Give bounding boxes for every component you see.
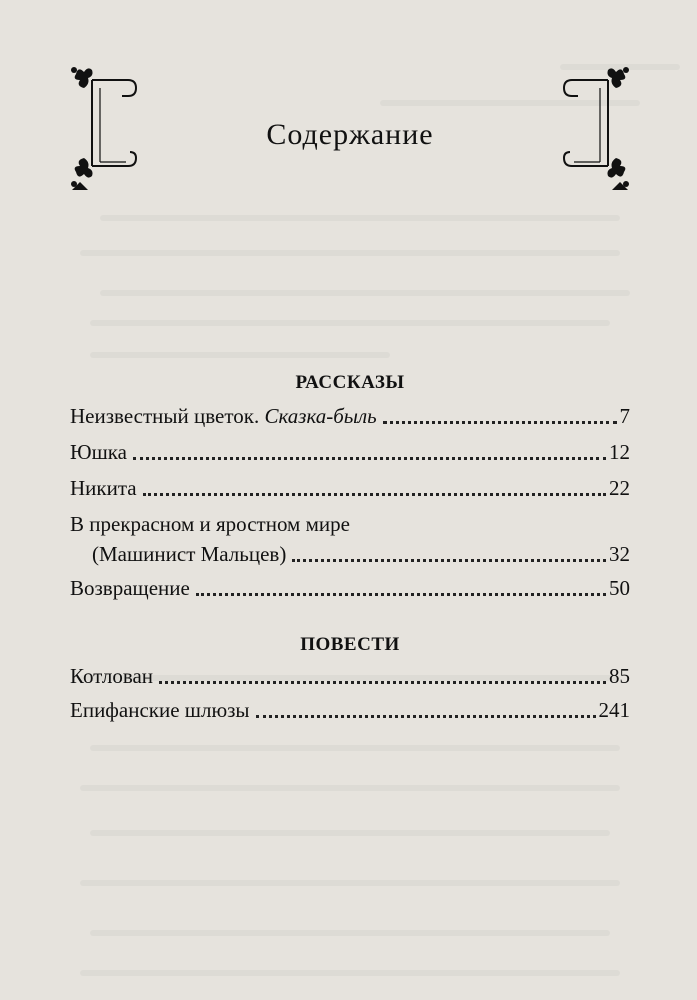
toc-page-number: 7 bbox=[619, 404, 630, 428]
toc-entry-title: (Машинист Мальцев) bbox=[92, 542, 287, 566]
dot-leader bbox=[143, 485, 606, 496]
toc-entry[interactable] bbox=[92, 542, 630, 567]
toc-entry[interactable] bbox=[70, 576, 630, 601]
toc-page-number: 50 bbox=[609, 576, 630, 600]
dot-leader bbox=[292, 551, 606, 562]
dot-leader bbox=[196, 585, 606, 596]
toc-entry-title: Епифанские шлюзы bbox=[70, 698, 250, 722]
dot-leader bbox=[133, 449, 606, 460]
corner-ornament-top-left bbox=[71, 67, 93, 88]
toc-entry-title: Котлован bbox=[70, 664, 154, 688]
toc-entry-title: Возвращение bbox=[70, 576, 190, 600]
toc-entry[interactable] bbox=[70, 440, 630, 465]
page-title: Содержание bbox=[266, 118, 434, 151]
toc-entry-title: Неизвестный цветок. Сказка-быль bbox=[70, 404, 377, 428]
section-heading-novellas: ПОВЕСТИ bbox=[300, 634, 400, 655]
toc-entry[interactable] bbox=[70, 664, 630, 689]
toc-page-number: 85 bbox=[609, 664, 630, 688]
toc-entry-title: Никита bbox=[70, 476, 137, 500]
toc-page-number: 12 bbox=[609, 440, 630, 464]
toc-page-number: 241 bbox=[598, 698, 630, 722]
toc-entry[interactable] bbox=[70, 404, 630, 429]
section-heading-stories: РАССКАЗЫ bbox=[295, 372, 405, 393]
toc-entry-title-line1[interactable]: В прекрасном и яростном мире bbox=[70, 512, 350, 536]
toc-entry[interactable] bbox=[70, 698, 630, 723]
toc-entry-title: Юшка bbox=[70, 440, 127, 464]
toc-page-number: 32 bbox=[609, 542, 630, 566]
toc-entry-subtitle: Сказка-быль bbox=[264, 404, 377, 428]
toc-page-number: 22 bbox=[609, 476, 630, 500]
header-ornament-frame bbox=[70, 66, 630, 194]
dot-leader bbox=[256, 707, 596, 718]
dot-leader bbox=[159, 673, 606, 684]
toc-entry[interactable] bbox=[70, 476, 630, 501]
dot-leader bbox=[383, 413, 617, 424]
